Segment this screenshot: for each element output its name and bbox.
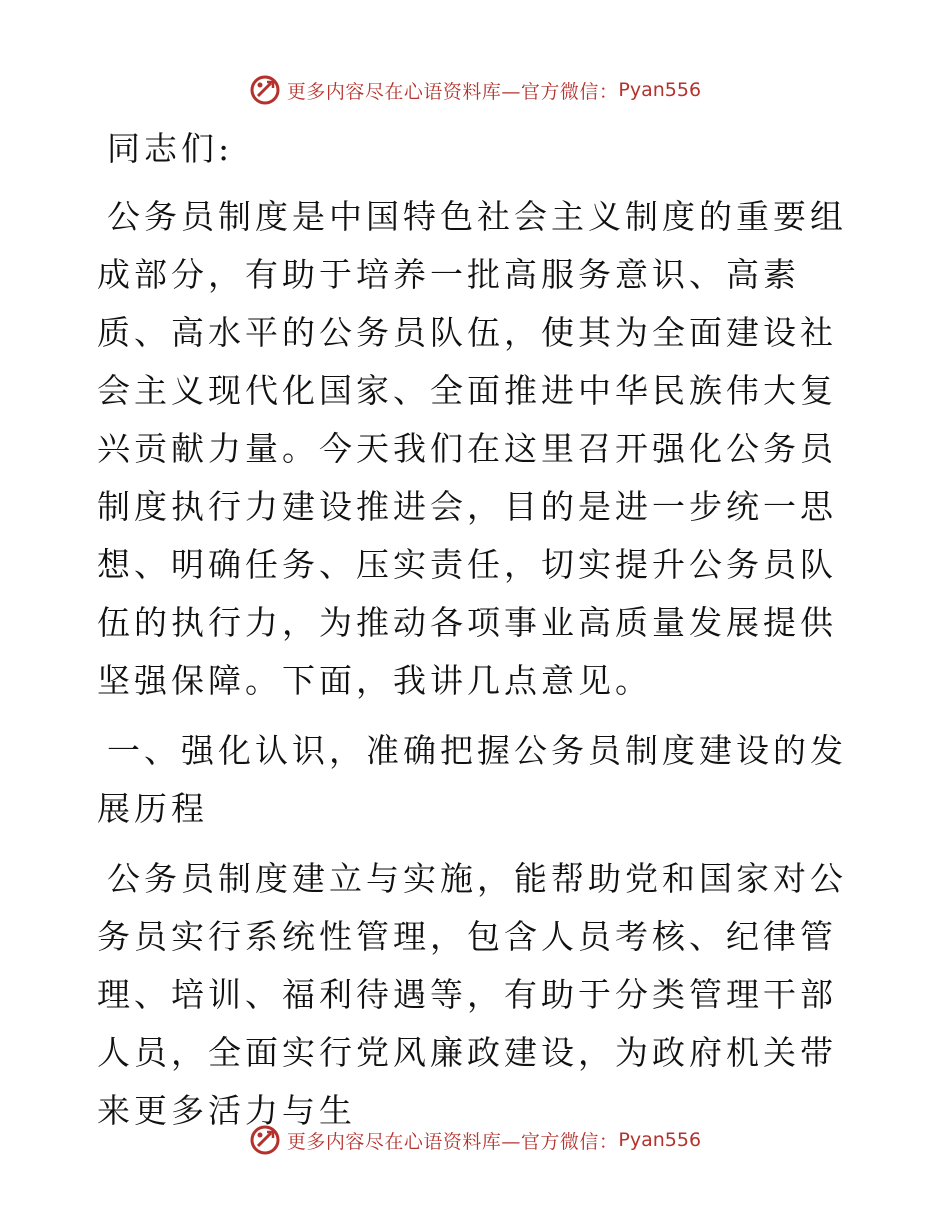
watermark-text: 更多内容尽在心语资料库—官方微信：	[286, 80, 619, 103]
paragraph-intro: 公务员制度是中国特色社会主义制度的重要组成部分，有助于培养一批高服务意识、高素质、高水平的公务员队伍，使其为全面建设社会主义现代化国家、全面推进中华民族伟大复兴贡献力量。今天我们在这里召开强化公务员制度执行力建设推进会，目的是进一步统一思想、明确任务、压实责任，切实提升公务员队伍的执行力，为推动各项事业高质量发展提供坚强保障。下面，我讲几点意见。	[97, 197, 847, 700]
header-watermark	[0, 70, 950, 110]
document-body	[97, 120, 857, 1140]
footer-watermark	[0, 1120, 950, 1160]
watermark-wechat-id: Pyan556	[618, 1129, 702, 1151]
watermark-text: 更多内容尽在心语资料库—官方微信：	[286, 1130, 619, 1153]
section-heading-1: 一、强化认识，准确把握公务员制度建设的发展历程	[97, 731, 847, 828]
salutation: 同志们:	[107, 129, 234, 168]
brand-logo-icon	[249, 74, 281, 106]
brand-logo-icon	[249, 1124, 281, 1156]
paragraph-section-1: 公务员制度建立与实施，能帮助党和国家对公务员实行系统性管理，包含人员考核、纪律管理、培训、福利待遇等，有助于分类管理干部人员，全面实行党风廉政建设，为政府机关带来更多活力与生	[97, 859, 847, 1130]
watermark-wechat-id: Pyan556	[618, 79, 702, 101]
